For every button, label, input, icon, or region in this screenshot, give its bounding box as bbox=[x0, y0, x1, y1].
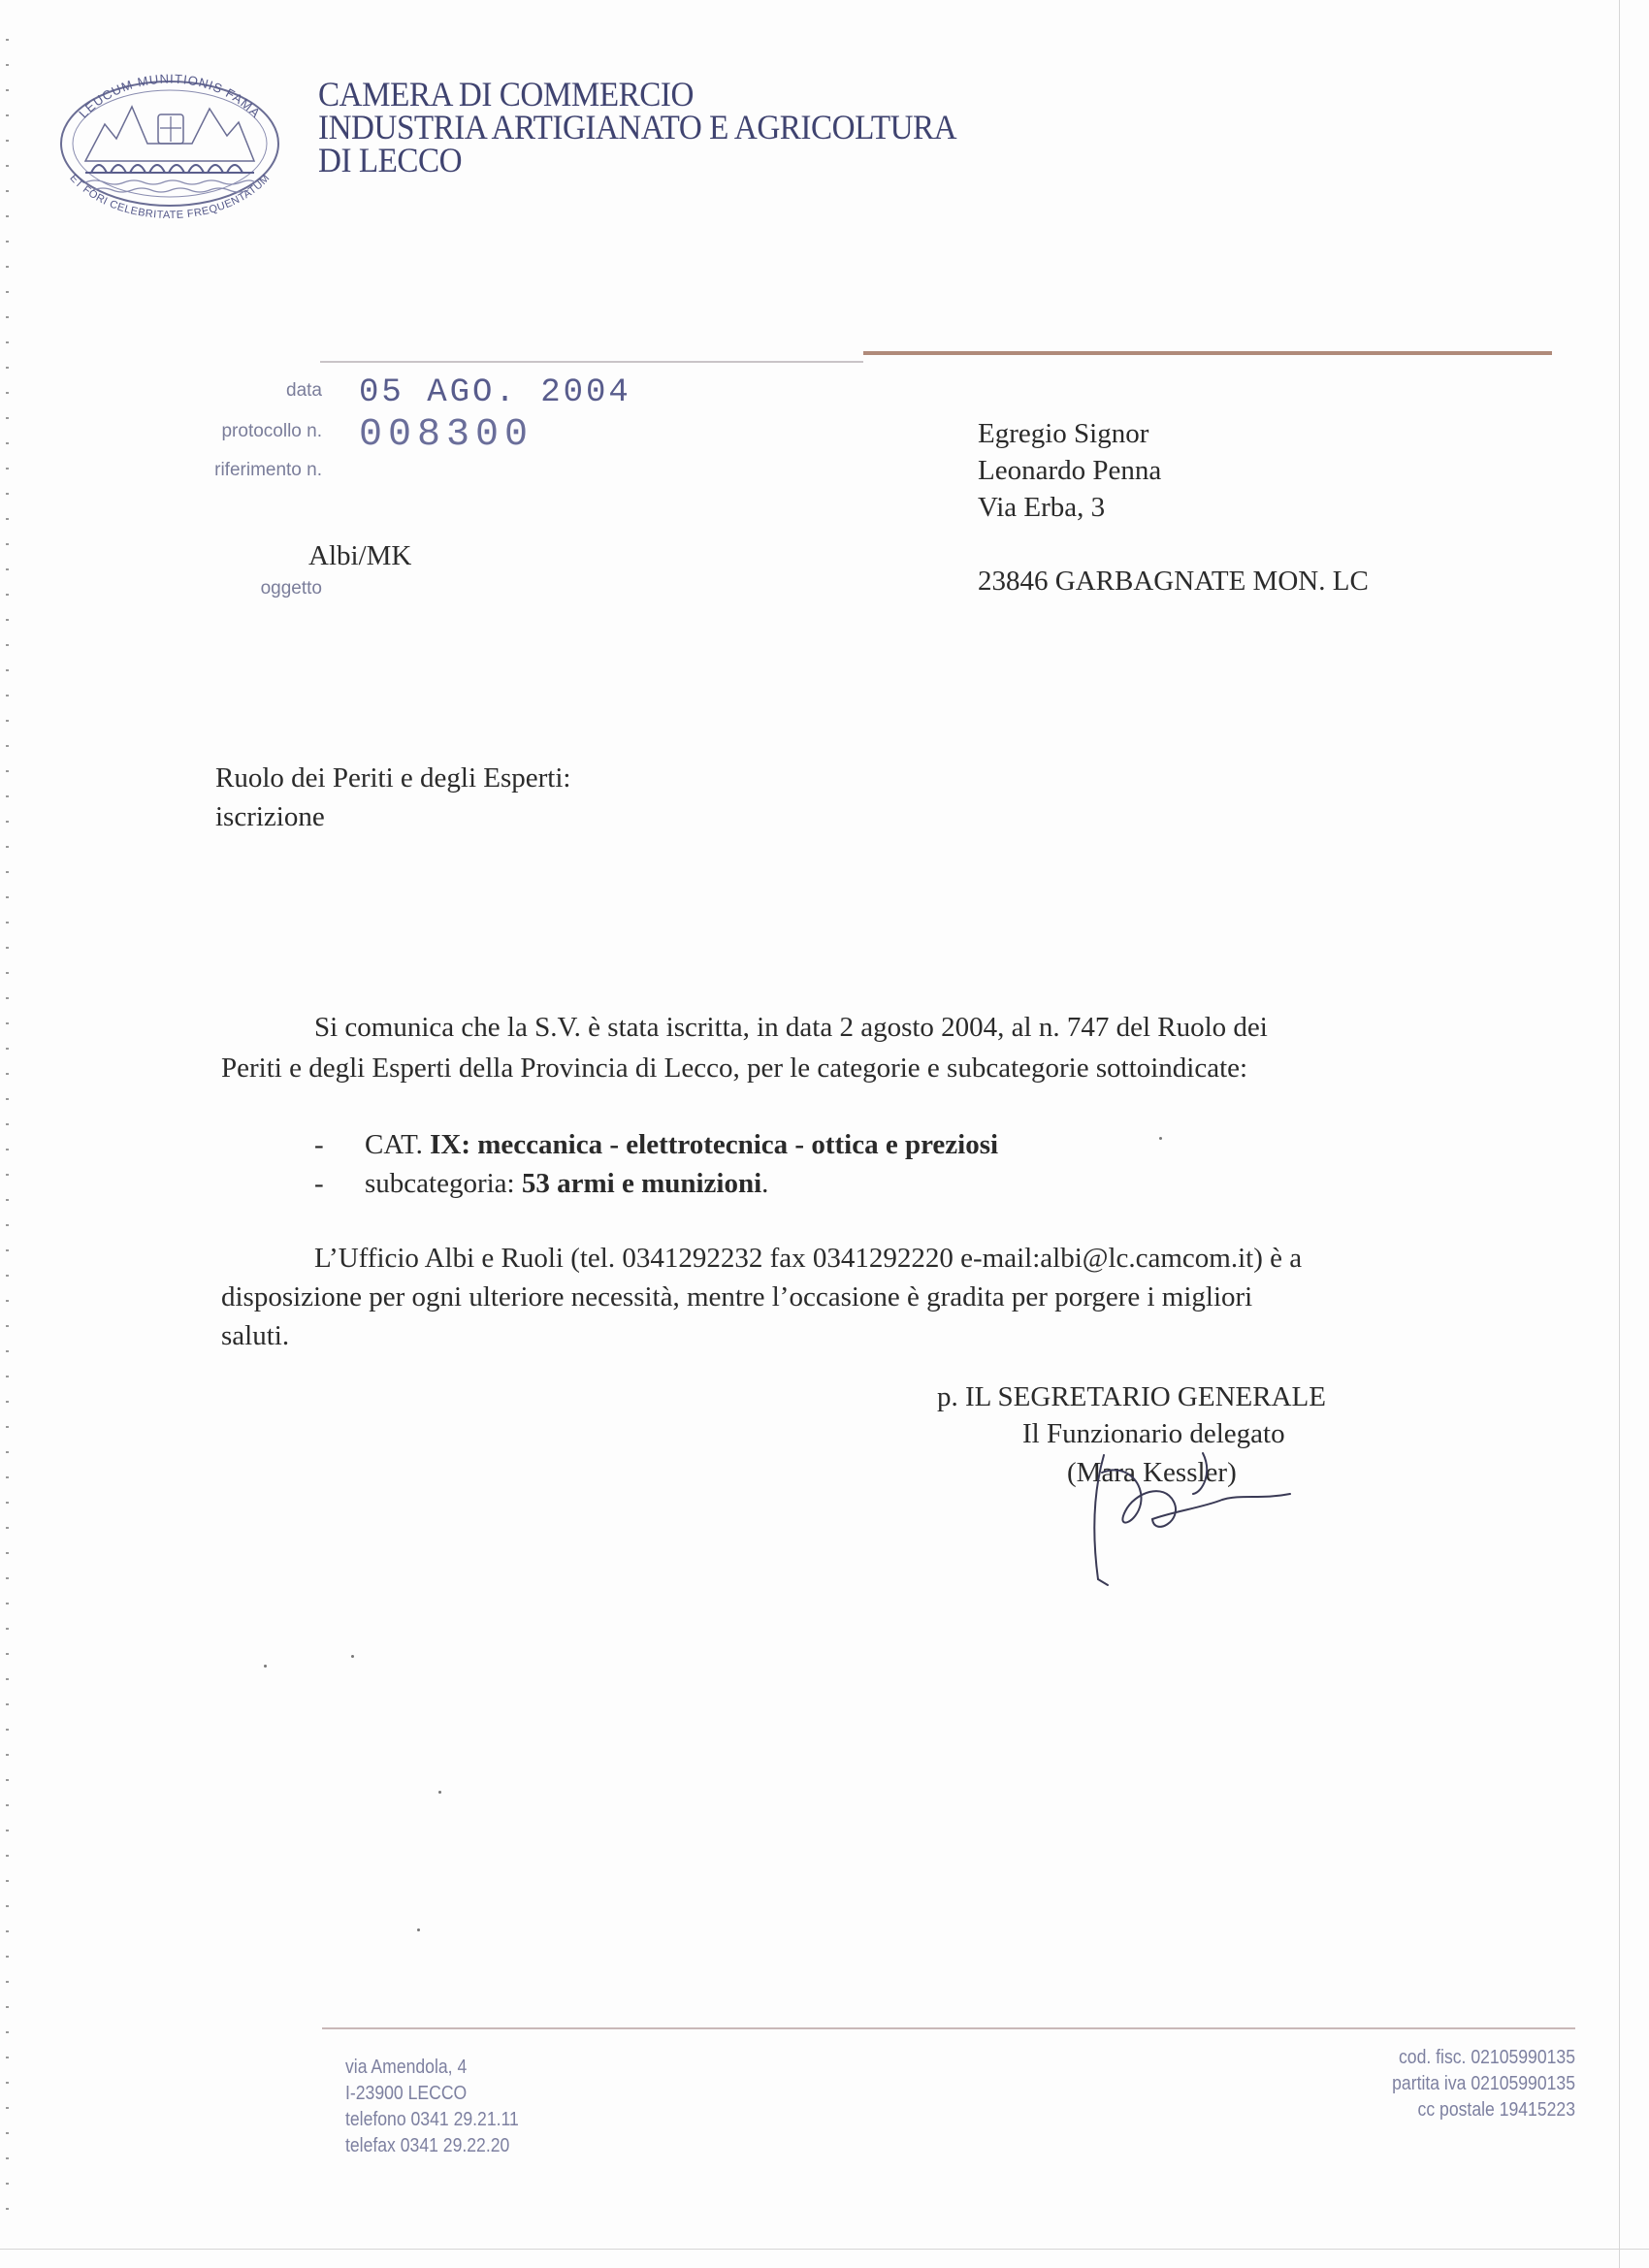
perforation-tick bbox=[6, 1577, 9, 1579]
perforation-tick bbox=[6, 1603, 9, 1604]
perforation-tick bbox=[6, 165, 9, 167]
perforation-tick bbox=[6, 594, 9, 596]
org-line: INDUSTRIA ARTIGIANATO E AGRICOLTURA bbox=[318, 108, 957, 146]
perforation-tick bbox=[6, 1703, 9, 1705]
recipient-line: Leonardo Penna bbox=[978, 455, 1162, 486]
scan-edge bbox=[0, 2249, 1649, 2250]
perforation-tick bbox=[6, 1981, 9, 1983]
perforation-tick bbox=[6, 1325, 9, 1327]
perforation-tick bbox=[6, 468, 9, 470]
letter-subject bbox=[215, 759, 570, 836]
perforation-tick bbox=[6, 1678, 9, 1680]
perforation-tick bbox=[6, 291, 9, 293]
perforation-tick bbox=[6, 846, 9, 848]
perforation-tick bbox=[6, 417, 9, 419]
scan-speck bbox=[417, 1928, 420, 1931]
perforation-tick bbox=[6, 568, 9, 570]
perforation-tick bbox=[6, 1628, 9, 1630]
footer-line: partita iva 02105990135 bbox=[1392, 2073, 1575, 2094]
perforation-tick bbox=[6, 669, 9, 671]
protocollo-label: protocollo n. bbox=[221, 421, 322, 441]
perforation-tick bbox=[6, 1098, 9, 1100]
perforation-tick bbox=[6, 215, 9, 217]
seal-bottom-text: ET FORI CELEBRITATE FREQUENTATUM bbox=[67, 172, 273, 219]
seal-top-text: LEUCUM MUNITIONIS FAMA bbox=[76, 71, 264, 121]
perforation-tick bbox=[6, 745, 9, 747]
perforation-tick bbox=[6, 644, 9, 646]
perforation-tick bbox=[6, 1729, 9, 1731]
perforation-tick bbox=[6, 266, 9, 268]
perforation-tick bbox=[6, 1376, 9, 1377]
perforation-tick bbox=[6, 1224, 9, 1226]
perforation-tick bbox=[6, 947, 9, 949]
perforation-tick bbox=[6, 1199, 9, 1201]
protocol-stamp: 008300 bbox=[359, 413, 534, 457]
perforation-tick bbox=[6, 1830, 9, 1831]
footer-divider bbox=[322, 2027, 1575, 2029]
chamber-seal-logo bbox=[47, 47, 293, 219]
perforation-tick bbox=[6, 795, 9, 797]
footer-line: cc postale 19415223 bbox=[1417, 2099, 1575, 2121]
header-divider bbox=[320, 361, 863, 363]
perforation-tick bbox=[6, 190, 9, 192]
perforation-tick bbox=[6, 695, 9, 697]
perforation-tick bbox=[6, 1048, 9, 1050]
perforation-tick bbox=[6, 1476, 9, 1478]
perforation-tick bbox=[6, 1022, 9, 1024]
footer-line: cod. fisc. 02105990135 bbox=[1398, 2047, 1575, 2068]
scan-edge bbox=[1619, 0, 1620, 2268]
perforation-tick bbox=[6, 2082, 9, 2084]
body-paragraph-line: Periti e degli Esperti della Provincia di Lecco, per le categorie e subcategorie sottoindicate: bbox=[221, 1053, 1248, 1084]
perforation-tick bbox=[6, 720, 9, 722]
perforation-tick bbox=[6, 367, 9, 369]
recipient-line: Via Erba, 3 bbox=[978, 492, 1106, 523]
scan-speck bbox=[1159, 1137, 1162, 1140]
perforation-tick bbox=[6, 896, 9, 898]
body-paragraph-line: Si comunica che la S.V. è stata iscritta, in data 2 agosto 2004, al n. 747 del Ruolo dei bbox=[314, 1012, 1268, 1043]
organization-name bbox=[318, 75, 957, 179]
list-bold: IX: meccanica - elettrotecnica - ottica e preziosi bbox=[430, 1129, 999, 1160]
list-dash: - bbox=[314, 1168, 324, 1199]
scan-speck bbox=[264, 1665, 267, 1668]
perforation-tick bbox=[6, 1174, 9, 1176]
perforation-tick bbox=[6, 2006, 9, 2008]
recipient-address bbox=[978, 415, 1161, 526]
perforation-tick bbox=[6, 1527, 9, 1529]
perforation-tick bbox=[6, 2031, 9, 2033]
subject-line: iscrizione bbox=[215, 801, 325, 832]
perforation-tick bbox=[6, 2057, 9, 2058]
org-line: DI LECCO bbox=[318, 141, 463, 179]
perforation-tick bbox=[6, 1930, 9, 1932]
date-stamp: 05 AGO. 2004 bbox=[359, 374, 631, 411]
perforation-tick bbox=[6, 1123, 9, 1125]
perforation-tick bbox=[6, 140, 9, 142]
perforation-tick bbox=[6, 2107, 9, 2109]
perforation-tick bbox=[6, 1905, 9, 1907]
org-line: CAMERA DI COMMERCIO bbox=[318, 75, 694, 113]
list-suffix: . bbox=[761, 1168, 769, 1199]
body-paragraph-line: saluti. bbox=[221, 1320, 290, 1351]
handwritten-signature bbox=[1057, 1443, 1319, 1599]
perforation-tick bbox=[6, 1275, 9, 1277]
perforation-tick bbox=[6, 1653, 9, 1655]
perforation-tick bbox=[6, 2208, 9, 2210]
perforation-tick bbox=[6, 493, 9, 495]
list-bold: 53 armi e munizioni bbox=[521, 1168, 762, 1199]
perforation-tick bbox=[6, 2183, 9, 2185]
perforation-tick bbox=[6, 2157, 9, 2159]
perforation-tick bbox=[6, 1350, 9, 1352]
perforation-tick bbox=[6, 2132, 9, 2134]
perforation-tick bbox=[6, 1552, 9, 1554]
perforation-tick bbox=[6, 316, 9, 318]
footer-line: via Amendola, 4 bbox=[345, 2057, 468, 2078]
category-list-item bbox=[314, 1168, 768, 1200]
perforation-tick bbox=[6, 64, 9, 66]
perforation-tick bbox=[6, 1502, 9, 1504]
perforation-tick bbox=[6, 997, 9, 999]
footer-line: telefax 0341 29.22.20 bbox=[345, 2135, 510, 2156]
footer-line: telefono 0341 29.21.11 bbox=[345, 2109, 519, 2130]
data-label: data bbox=[286, 380, 322, 401]
header-divider-accent bbox=[863, 351, 1552, 355]
footer-contact bbox=[345, 2055, 542, 2159]
perforation-tick bbox=[6, 543, 9, 545]
perforation-tick bbox=[6, 241, 9, 243]
perforation-tick bbox=[6, 1804, 9, 1806]
perforation-tick bbox=[6, 392, 9, 394]
signatory-role: Il Funzionario delegato bbox=[1022, 1418, 1285, 1449]
perforation-tick bbox=[6, 114, 9, 116]
perforation-tick bbox=[6, 1956, 9, 1958]
perforation-tick bbox=[6, 1300, 9, 1302]
perforation-tick bbox=[6, 619, 9, 621]
body-paragraph-line: disposizione per ogni ulteriore necessità, mentre l’occasione è gradita per porgere i migliori bbox=[221, 1281, 1253, 1312]
perforation-tick bbox=[6, 1855, 9, 1857]
subject-line: Ruolo dei Periti e degli Esperti: bbox=[215, 762, 571, 794]
perforation-tick bbox=[6, 922, 9, 923]
perforation-tick bbox=[6, 1779, 9, 1781]
perforation-tick bbox=[6, 1880, 9, 1882]
scan-speck bbox=[351, 1655, 354, 1658]
list-dash: - bbox=[314, 1129, 324, 1160]
perforation-tick bbox=[6, 871, 9, 873]
perforation-tick bbox=[6, 1073, 9, 1075]
signatory-title: p. IL SEGRETARIO GENERALE bbox=[937, 1381, 1326, 1412]
svg-text:LEUCUM MUNITIONIS FAMA bbox=[76, 72, 263, 121]
perforation-tick bbox=[6, 770, 9, 772]
scan-speck bbox=[438, 1791, 441, 1794]
perforation-tick bbox=[6, 972, 9, 974]
perforation-tick bbox=[6, 821, 9, 823]
body-paragraph-line: L’Ufficio Albi e Ruoli (tel. 0341292232 fax 0341292220 e-mail:albi@lc.camcom.it) è a bbox=[314, 1243, 1303, 1274]
footer-tax-info bbox=[1187, 2045, 1575, 2123]
perforation-tick bbox=[6, 341, 9, 343]
riferimento-label: riferimento n. bbox=[214, 460, 322, 480]
list-prefix: CAT. bbox=[365, 1129, 431, 1160]
perforation-tick bbox=[6, 1249, 9, 1251]
oggetto-label: oggetto bbox=[260, 578, 322, 599]
reference-code: Albi/MK bbox=[308, 540, 412, 571]
perforation-tick bbox=[6, 1426, 9, 1428]
perforation-tick bbox=[6, 39, 9, 41]
recipient-line: Egregio Signor bbox=[978, 418, 1149, 449]
perforation-tick bbox=[6, 442, 9, 444]
perforation-tick bbox=[6, 89, 9, 91]
category-list-item bbox=[314, 1129, 998, 1161]
perforation-tick bbox=[6, 1401, 9, 1403]
list-prefix: subcategoria: bbox=[365, 1168, 522, 1199]
perforation-tick bbox=[6, 1754, 9, 1756]
signatory-name: (Mara Kessler) bbox=[1067, 1457, 1237, 1488]
recipient-city: 23846 GARBAGNATE MON. LC bbox=[978, 566, 1369, 597]
perforation-tick bbox=[6, 1149, 9, 1150]
perforation-tick bbox=[6, 1451, 9, 1453]
perforation-tick bbox=[6, 518, 9, 520]
footer-line: I-23900 LECCO bbox=[345, 2083, 468, 2104]
